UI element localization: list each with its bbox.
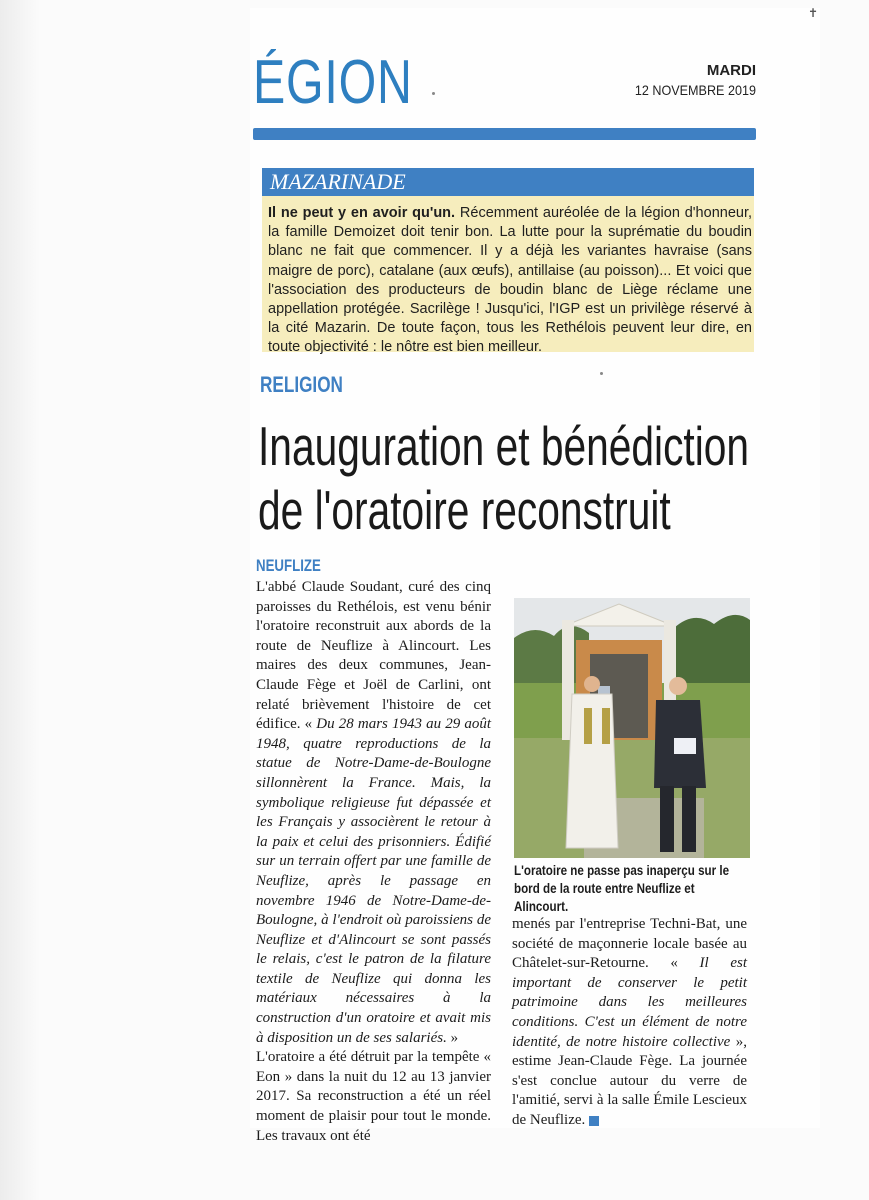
mazarinade-body: Récemment auréolée de la légion d'honneur, la famille Demoizet doit tenir bon. La lutte pour la suprématie du boudin blanc ne fait que commencer. Il y a déjà les variantes havraise (sans maigre de porc), catalane (aux œufs), antillaise (au poisson)... Et voici que l'association des producteurs de boudin blanc de Liège réclame une appellation protégée. Sacrilège ! Jusqu'ici, l'IGP est un privilège réservé à la cité Mazarin. De toute façon, tous les Rethélois peuvent leur dire, en toute objectivité : le nôtre est bien meilleur. <box>268 205 753 356</box>
header-rule <box>253 128 756 140</box>
scan-speck <box>600 372 603 375</box>
article-dateline: NEUFLIZE <box>256 556 321 575</box>
section-title: ÉGION <box>253 48 413 117</box>
photo-illustration <box>514 598 750 858</box>
article-kicker: RELIGION <box>260 372 343 397</box>
issue-date: 12 NOVEMBRE 2019 <box>634 82 756 98</box>
scan-shadow <box>0 0 40 1200</box>
scan-mark: ✝ <box>808 6 819 20</box>
article-headline <box>258 414 750 542</box>
headline-line-2: de l'oratoire reconstruit <box>258 479 671 541</box>
article-paragraph-1 <box>256 578 491 1048</box>
article-paragraph-3 <box>512 915 747 1131</box>
article-column-1 <box>256 578 491 1146</box>
scan-speck <box>432 92 435 95</box>
mazarinade-label: MAZARINADE <box>270 169 406 194</box>
article-paragraph-2: L'oratoire a été détruit par la tempête « Eon » dans la nuit du 12 au 13 janvier 2017. Sa reconstruction a été un réel moment de plaisir pour tout le monde. Les travaux ont été <box>256 1049 491 1144</box>
col2-end: », estime Jean-Claude Fège. La journée s'est conclue autour du verre de l'amitié, servi à la salle Émile Lescieux de Neuflize. <box>512 1033 747 1128</box>
headline-line-1: Inauguration et bénédiction <box>258 415 750 477</box>
issue-day: MARDI <box>706 62 756 79</box>
photo-caption: L'oratoire ne passe pas inaperçu sur le bord de la route entre Neuflize et Alincourt. <box>514 863 730 914</box>
article-column-2 <box>512 915 747 1131</box>
para1-quote: Du 28 mars 1943 au 29 août 1948, quatre reproductions de la statue de Notre-Dame-de-Boulogne sillonnèrent la France. Mais, la symbolique religieuse fut dépassée et les Français y associèrent le retour à la paix et celui des prisonniers. Édifié sur un terrain offert par une famille de Neuflize, après le passage en novembre 1946 de Notre-Dame-de-Boulogne, à l'endroit où paroissiens de Neuflize et d'Alincourt se sont passés le relais, c'est le patron de la filature textile de Neuflize qui donna les matériaux nécessaires à la construction d'un oratoire et avait mis à disposition un de ses salariés. <box>256 716 491 1046</box>
mazarinade-text <box>268 204 752 358</box>
oratoire-photo <box>514 598 750 858</box>
para1-close: » <box>450 1029 459 1046</box>
col2-text: menés par l'entreprise Techni-Bat, une société de maçonnerie locale basée au Châtelet-sur-Retourne. « <box>512 916 747 972</box>
col2-quote: Il est important de conserver le petit patrimoine dans les meilleures conditions. C'est un élément de notre identité, de notre histoire collective <box>512 955 747 1050</box>
article-end-mark <box>589 1116 599 1126</box>
mazarinade-lead: Il ne peut y en avoir qu'un. <box>268 205 456 221</box>
para1-text: L'abbé Claude Soudant, curé des cinq paroisses du Rethélois, est venu bénir l'oratoire reconstruit aux abords de la route de Neuflize à Alincourt. Les maires des deux communes, Jean-Claude Fège et Joël de Carlini, ont relaté brièvement l'histoire de cet édifice. « <box>256 579 491 733</box>
